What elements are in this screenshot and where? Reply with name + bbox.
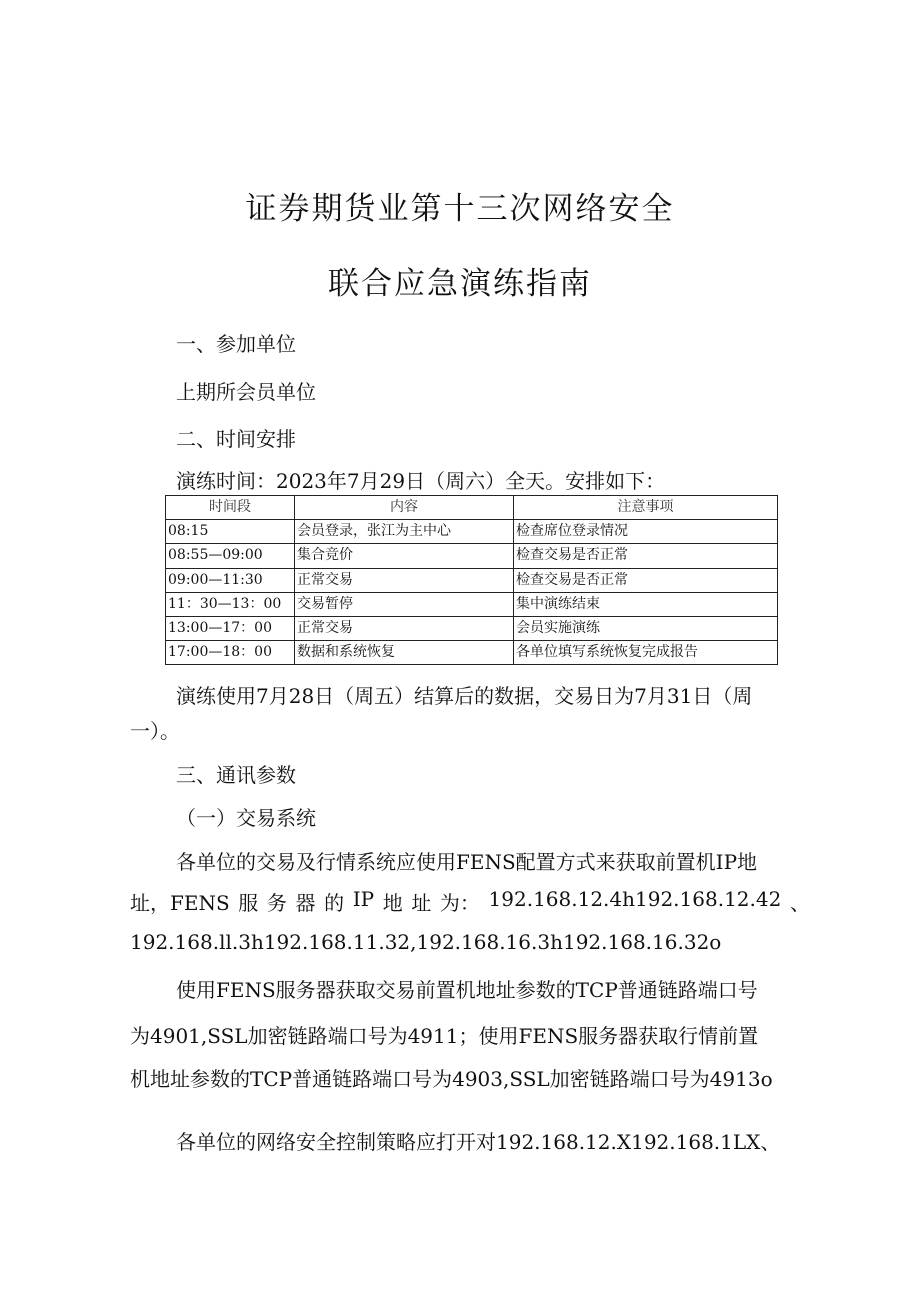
section-heading-participants: 一、参加单位 [176, 332, 296, 356]
document-title-line-2: 联合应急演练指南 [328, 266, 592, 302]
fens-paragraph-line-2: 址，FENS 服 务 器 的 IP 地 址 为： 192.168.12.4h192.168.12.42 、 [130, 887, 810, 915]
table-row [166, 641, 778, 665]
row-content: 集合竞价 [295, 544, 514, 568]
port-paragraph-line-3: 机地址参数的TCP普通链路端口号为4903,SSL加密链路端口号为4913o [130, 1067, 773, 1091]
participants-text: 上期所会员单位 [176, 380, 316, 404]
security-policy-line-1: 各单位的网络安全控制策略应打开对192.168.12.X192.168.1LX、 [176, 1130, 781, 1154]
row-time: 08:55—09:00 [166, 544, 295, 568]
table-row [166, 616, 778, 640]
table-row [166, 544, 778, 568]
row-notes: 检查交易是否正常 [514, 568, 778, 592]
row-content: 正常交易 [295, 568, 514, 592]
table-row [166, 520, 778, 544]
row-content: 数据和系统恢复 [295, 641, 514, 665]
row-content: 会员登录，张江为主中心 [295, 520, 514, 544]
row-notes: 会员实施演练 [514, 616, 778, 640]
row-content: 正常交易 [295, 616, 514, 640]
row-notes: 集中演练结束 [514, 592, 778, 616]
subsection-heading-trading-system: （一）交易系统 [176, 806, 316, 830]
row-time: 17:00—18：00 [166, 641, 295, 665]
section-heading-schedule: 二、时间安排 [176, 427, 296, 451]
row-notes: 检查席位登录情况 [514, 520, 778, 544]
data-note-line-2: 一）。 [130, 719, 180, 743]
row-time: 08:15 [166, 520, 295, 544]
port-paragraph-line-2: 为4901,SSL加密链路端口号为4911；使用FENS服务器获取行情前置 [130, 1024, 759, 1048]
header-time: 时间段 [166, 496, 295, 520]
document-title-line-1: 证券期货业第十三次网络安全 [245, 191, 675, 227]
row-notes: 各单位填写系统恢复完成报告 [514, 641, 778, 665]
fens-paragraph-line-1: 各单位的交易及行情系统应使用FENS配置方式来获取前置机IP地 [176, 850, 758, 874]
table-row [166, 568, 778, 592]
section-heading-communication: 三、通讯参数 [176, 763, 296, 787]
table-row [166, 592, 778, 616]
schedule-table [165, 495, 778, 665]
header-content: 内容 [295, 496, 514, 520]
row-time: 09:00—11:30 [166, 568, 295, 592]
row-time: 11：30—13：00 [166, 592, 295, 616]
row-notes: 检查交易是否正常 [514, 544, 778, 568]
schedule-intro: 演练时间：2023年7月29日（周六）全天。安排如下： [176, 469, 666, 493]
data-note-line-1: 演练使用7月28日（周五）结算后的数据，交易日为7月31日（周 [176, 684, 753, 708]
port-paragraph-line-1: 使用FENS服务器获取交易前置机地址参数的TCP普通链路端口号 [176, 978, 758, 1002]
schedule-table-header [166, 496, 778, 520]
row-content: 交易暂停 [295, 592, 514, 616]
row-time: 13:00—17：00 [166, 616, 295, 640]
header-notes: 注意事项 [514, 496, 778, 520]
fens-paragraph-line-3: 192.168.ll.3h192.168.11.32,192.168.16.3h192.168.16.32o [130, 930, 722, 954]
